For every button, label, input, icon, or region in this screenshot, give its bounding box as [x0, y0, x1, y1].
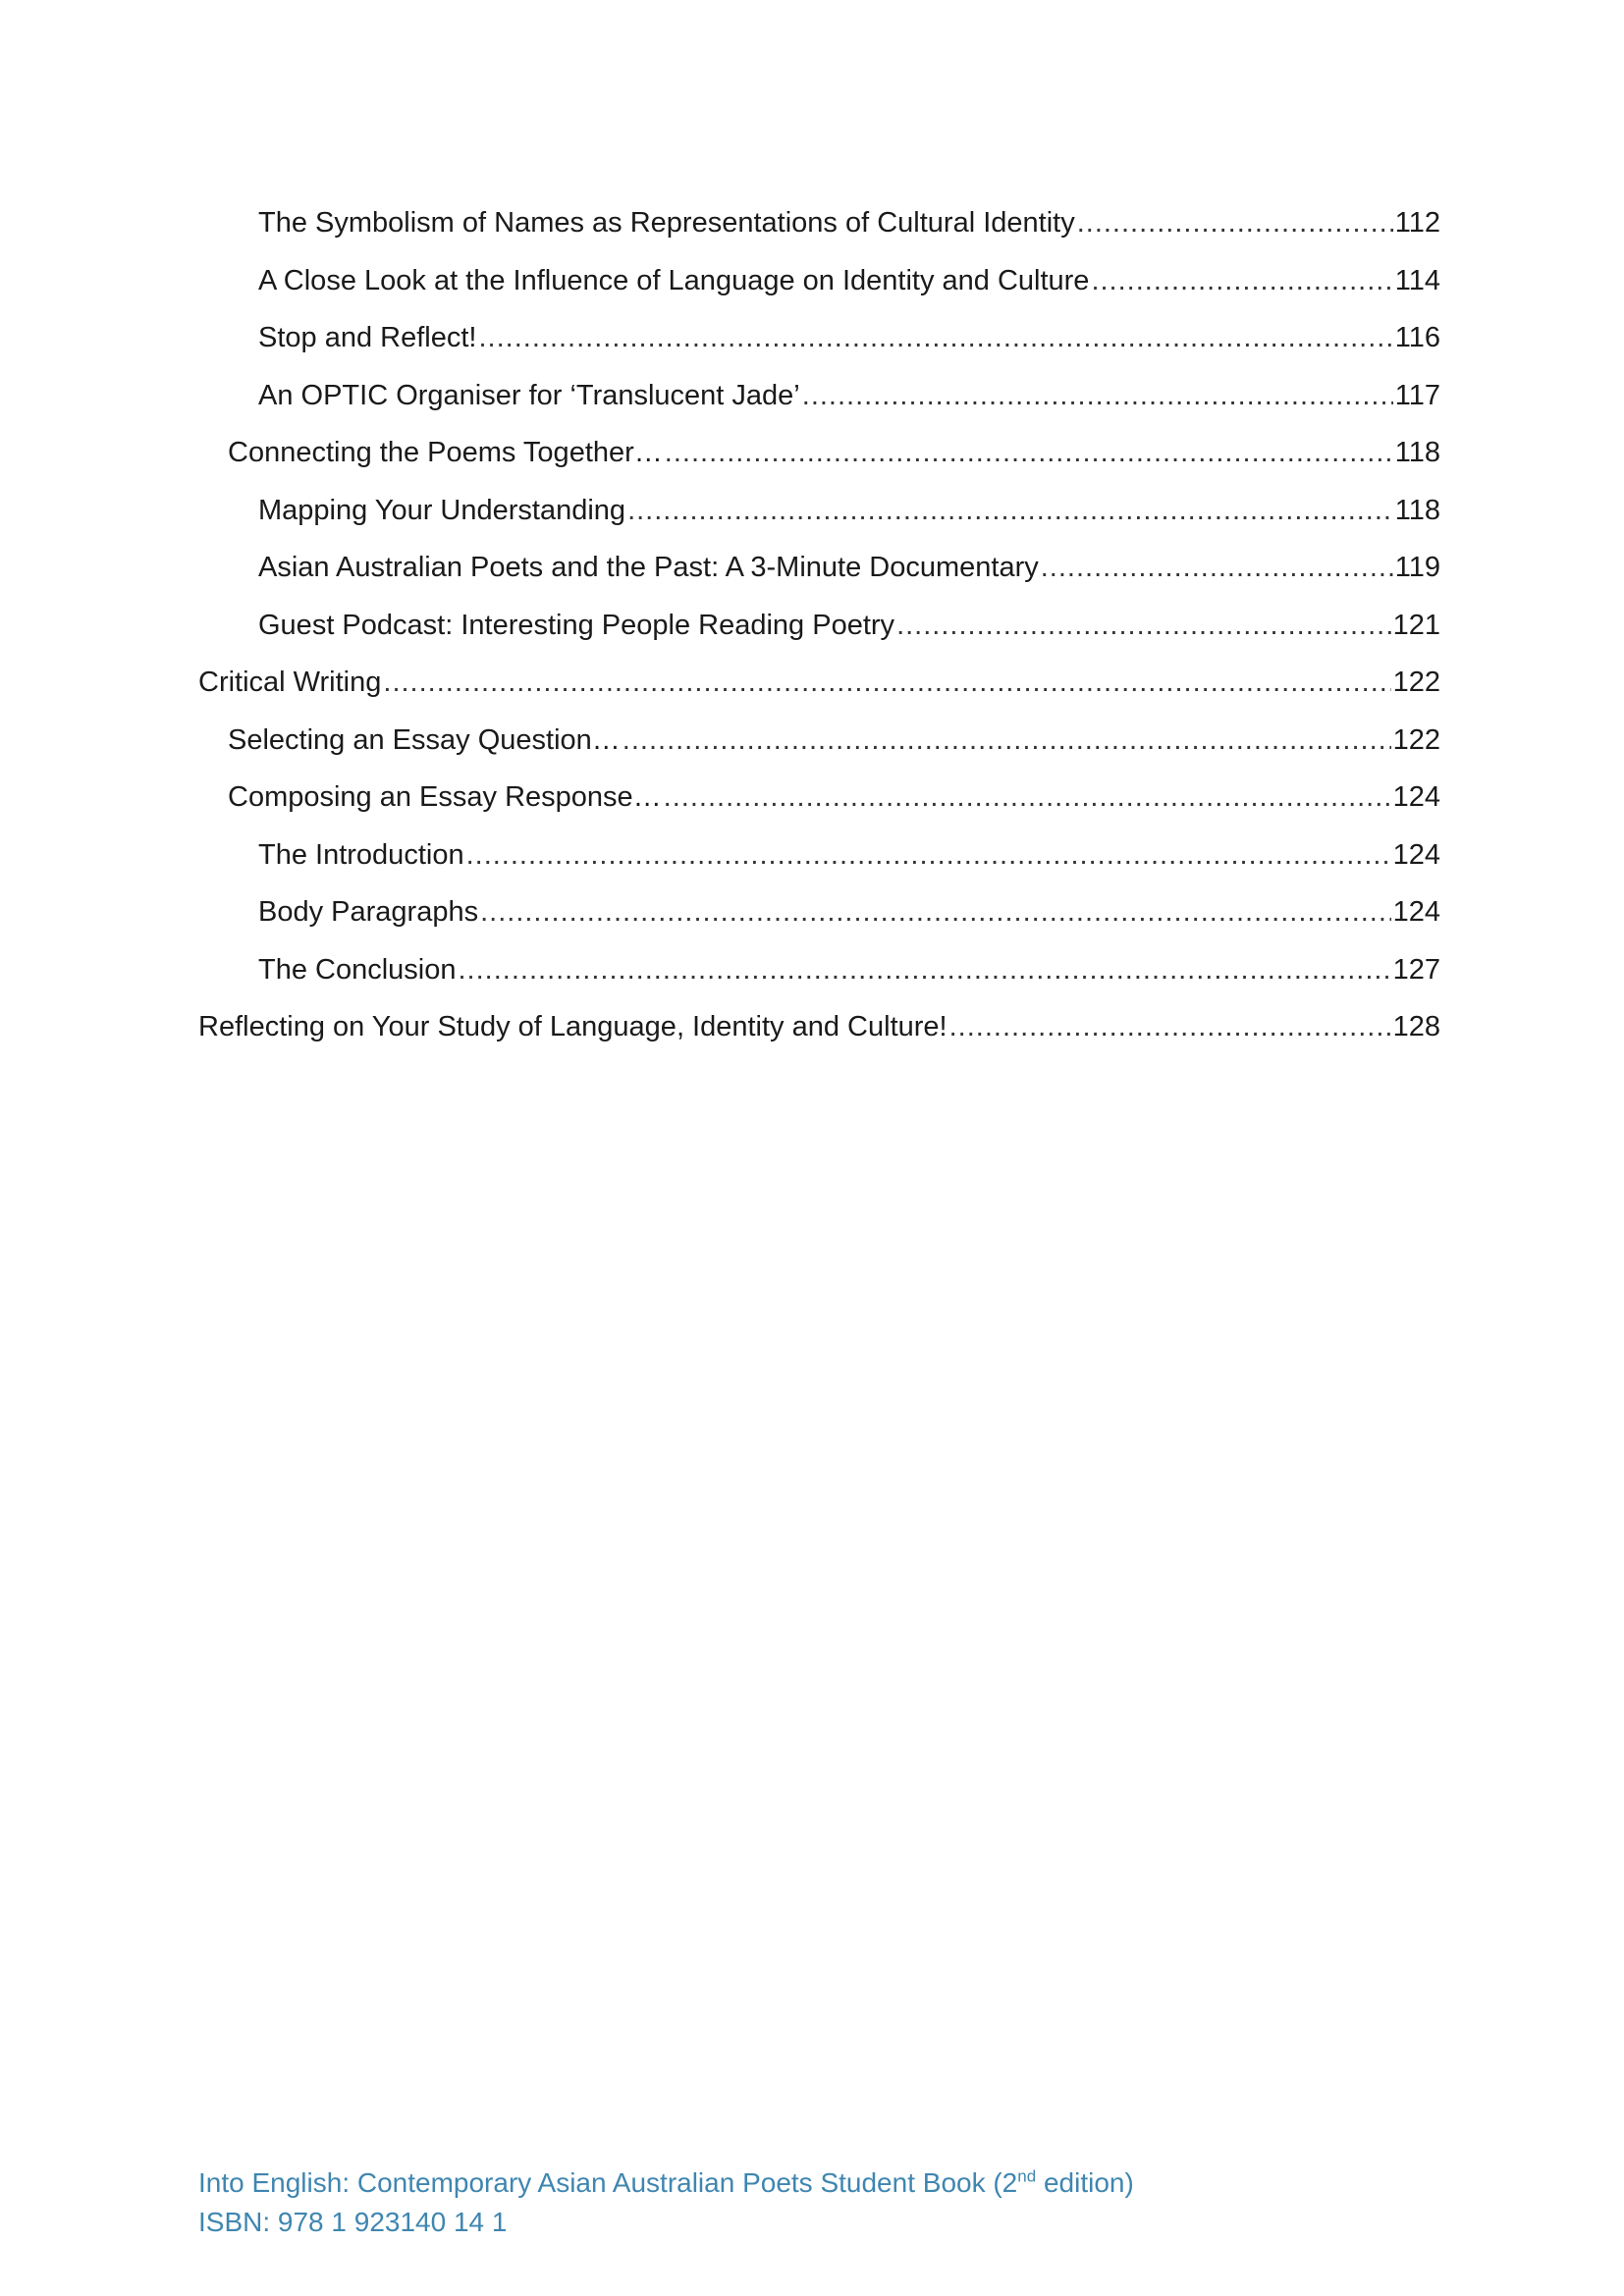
dot-leader — [623, 712, 1391, 770]
dot-leader — [664, 769, 1391, 827]
dot-leader — [480, 883, 1391, 941]
toc-entry[interactable] — [198, 654, 1440, 712]
toc-entry-title: A Close Look at the Influence of Language on Identity and Culture — [258, 264, 1090, 296]
toc-entry[interactable] — [198, 883, 1440, 941]
dot-leader — [896, 597, 1391, 655]
toc-entry[interactable] — [198, 194, 1440, 252]
toc-entry[interactable] — [198, 941, 1440, 999]
toc-entry-page: 124 — [1392, 838, 1440, 871]
toc-entry-title: Mapping Your Understanding — [258, 494, 626, 526]
toc-entry-title: Selecting an Essay Question… — [228, 723, 621, 756]
toc-entry-page: 128 — [1392, 1011, 1440, 1042]
toc-entry[interactable] — [198, 424, 1440, 482]
dot-leader — [1091, 252, 1392, 310]
toc-entry-page: 122 — [1392, 723, 1440, 756]
toc-entry-title: Critical Writing — [198, 667, 382, 698]
dot-leader — [459, 941, 1391, 999]
dot-leader — [802, 367, 1393, 425]
toc-entry-page: 112 — [1394, 207, 1440, 239]
footer-edition-superscript: nd — [1017, 2166, 1037, 2186]
toc-entry-page: 119 — [1394, 552, 1440, 583]
dot-leader — [1041, 539, 1393, 597]
toc-entry[interactable] — [198, 827, 1440, 884]
toc-entry-page: 114 — [1394, 264, 1440, 296]
toc-entry[interactable] — [198, 367, 1440, 425]
toc-entry-title: Connecting the Poems Together… — [228, 437, 663, 468]
toc-entry-title: Body Paragraphs — [258, 896, 479, 928]
dot-leader — [627, 482, 1393, 540]
toc-entry-page: 127 — [1392, 953, 1440, 986]
toc-entry-page: 124 — [1392, 896, 1440, 928]
toc-entry-page: 118 — [1394, 437, 1440, 468]
page-footer — [198, 2163, 1134, 2242]
dot-leader — [1077, 194, 1393, 252]
toc-entry-page: 122 — [1392, 667, 1440, 698]
toc-entry-title: The Introduction — [258, 838, 464, 871]
toc-entry-title: Guest Podcast: Interesting People Reading Poetry — [258, 609, 895, 641]
toc-entry-page: 121 — [1392, 609, 1440, 641]
toc-entry-page: 116 — [1394, 322, 1440, 353]
toc-entry[interactable] — [198, 482, 1440, 540]
toc-entry-title: The Conclusion — [258, 953, 457, 986]
dot-leader — [665, 424, 1393, 482]
toc-entry[interactable] — [198, 539, 1440, 597]
table-of-contents — [198, 194, 1440, 1056]
toc-entry-page: 117 — [1394, 379, 1440, 411]
footer-title-text: Into English: Contemporary Asian Australian Poets Student Book (2 — [198, 2167, 1018, 2198]
toc-entry[interactable] — [198, 309, 1440, 367]
toc-entry[interactable] — [198, 769, 1440, 827]
toc-entry-page: 124 — [1392, 781, 1440, 813]
toc-entry[interactable] — [198, 712, 1440, 770]
dot-leader — [383, 654, 1390, 712]
toc-entry[interactable] — [198, 597, 1440, 655]
footer-isbn: ISBN: 978 1 923140 14 1 — [198, 2207, 508, 2237]
toc-entry-title: An OPTIC Organiser for ‘Translucent Jade’ — [258, 379, 800, 411]
footer-book-title — [198, 2163, 1134, 2203]
toc-entry-title: The Symbolism of Names as Representations of Cultural Identity — [258, 207, 1075, 239]
footer-edition-suffix: edition) — [1036, 2167, 1134, 2198]
toc-entry-title: Stop and Reflect! — [258, 322, 477, 353]
toc-entry-title: Asian Australian Poets and the Past: A 3-Minute Documentary — [258, 552, 1039, 583]
toc-entry[interactable] — [198, 252, 1440, 310]
toc-entry-page: 118 — [1394, 494, 1440, 526]
dot-leader — [478, 309, 1392, 367]
toc-entry-title: Reflecting on Your Study of Language, Identity and Culture! — [198, 1011, 947, 1042]
toc-entry[interactable] — [198, 998, 1440, 1056]
dot-leader — [949, 998, 1391, 1056]
toc-entry-title: Composing an Essay Response… — [228, 781, 662, 813]
dot-leader — [466, 827, 1391, 884]
